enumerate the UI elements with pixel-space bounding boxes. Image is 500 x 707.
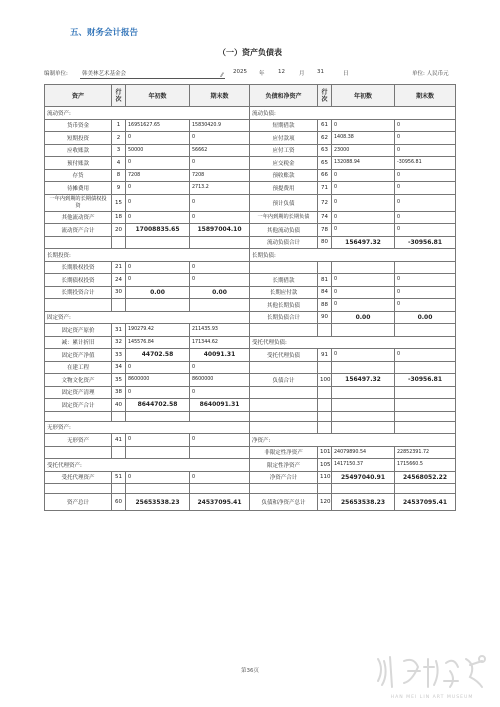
asset-end-value: 0 <box>190 434 250 447</box>
asset-line-no: 32 <box>112 336 126 349</box>
asset-name: 一年内到期的长期债权投资 <box>45 194 112 211</box>
table-row <box>45 261 456 274</box>
asset-begin-value: 0 <box>126 361 190 374</box>
asset-end-value <box>190 236 250 249</box>
table-row <box>45 286 456 299</box>
unit-name: 韩美林艺术基金会 <box>82 71 127 77</box>
liability-line-no: 71 <box>318 182 332 195</box>
liability-line-no: 72 <box>318 194 332 211</box>
table-row <box>45 399 456 412</box>
asset-end-value: 2713.2 <box>190 182 250 195</box>
asset-end-value: 0.00 <box>190 286 250 299</box>
liability-end-value: 24568052.22 <box>395 471 456 484</box>
asset-end-value: 211435.93 <box>190 324 250 337</box>
asset-begin-value <box>126 236 190 249</box>
table-row <box>45 349 456 362</box>
liability-name <box>250 261 318 274</box>
asset-begin-value <box>126 484 190 494</box>
liability-line-no: 66 <box>318 169 332 182</box>
asset-name: 待摊费用 <box>45 182 112 195</box>
asset-line-no: 8 <box>112 169 126 182</box>
liability-name: 其他流动负债 <box>250 224 318 237</box>
asset-name: 固定资产合计 <box>45 399 112 412</box>
asset-line-no <box>112 411 126 421</box>
liability-end-value: 1715660.5 <box>395 459 456 472</box>
asset-line-no: 33 <box>112 349 126 362</box>
table-row <box>45 194 456 211</box>
table-row <box>45 107 456 120</box>
liability-line-no: 84 <box>318 286 332 299</box>
asset-begin-value: 0 <box>126 434 190 447</box>
liability-line-no <box>318 421 332 434</box>
section-title: 五、财务会计报告 <box>70 28 139 38</box>
liability-name: 长期借款 <box>250 274 318 287</box>
liability-end-value <box>395 361 456 374</box>
table-row <box>45 144 456 157</box>
liability-begin-value <box>332 386 395 399</box>
asset-name <box>45 411 112 421</box>
asset-line-no: 18 <box>112 211 126 224</box>
header-line-left: 行次 <box>112 85 126 107</box>
table-row <box>45 211 456 224</box>
liability-begin-value: 25497040.91 <box>332 471 395 484</box>
liability-begin-value: 24079890.54 <box>332 446 395 459</box>
asset-begin-value: 8600000 <box>126 374 190 387</box>
asset-line-no: 2 <box>112 132 126 145</box>
liability-line-no: 91 <box>318 349 332 362</box>
liability-begin-value: 0 <box>332 194 395 211</box>
liability-end-value: 0 <box>395 224 456 237</box>
table-row <box>45 374 456 387</box>
liability-line-no <box>318 386 332 399</box>
asset-line-no: 21 <box>112 261 126 274</box>
asset-begin-value: 0 <box>126 132 190 145</box>
liability-begin-value: 0 <box>332 224 395 237</box>
liability-line-no: 61 <box>318 119 332 132</box>
asset-begin-value: 16951627.65 <box>126 119 190 132</box>
liability-begin-value: 156497.32 <box>332 374 395 387</box>
svg-text:HAN MEI LIN ART MUSEUM: HAN MEI LIN ART MUSEUM <box>390 695 474 700</box>
month-unit: 月 <box>299 71 305 77</box>
table-row <box>45 446 456 459</box>
liability-name: 负债合计 <box>250 374 318 387</box>
asset-line-no: 40 <box>112 399 126 412</box>
table-row <box>45 421 456 434</box>
balance-sheet-table <box>44 84 456 511</box>
liability-name: 限定性净资产 <box>250 459 318 472</box>
liability-end-value: -30956.81 <box>395 157 456 170</box>
liability-name <box>250 411 318 421</box>
asset-begin-value: 44702.58 <box>126 349 190 362</box>
liability-name: 预收账款 <box>250 169 318 182</box>
liability-begin-value: 1408.38 <box>332 132 395 145</box>
asset-begin-value: 0 <box>126 211 190 224</box>
liability-name: 受托代理负债 <box>250 349 318 362</box>
liability-line-no: 101 <box>318 446 332 459</box>
asset-end-value: 7208 <box>190 169 250 182</box>
asset-line-no: 20 <box>112 224 126 237</box>
liability-name: 负债和净资产总计 <box>250 494 318 511</box>
asset-end-value: 171344.62 <box>190 336 250 349</box>
liability-end-value <box>395 324 456 337</box>
asset-name: 长期债权投资 <box>45 274 112 287</box>
asset-begin-value: 0 <box>126 157 190 170</box>
asset-end-value: 0 <box>190 471 250 484</box>
asset-name <box>45 484 112 494</box>
asset-end-value: 8600000 <box>190 374 250 387</box>
liability-name: 其他长期负债 <box>250 299 318 312</box>
header-asset: 资产 <box>45 85 112 107</box>
liability-line-no: 74 <box>318 211 332 224</box>
liability-name: 应交税金 <box>250 157 318 170</box>
asset-line-no <box>112 484 126 494</box>
report-month: 12 <box>278 69 285 75</box>
liability-end-value <box>395 411 456 421</box>
asset-line-no: 34 <box>112 361 126 374</box>
liability-line-no <box>318 261 332 274</box>
liability-end-value: 0 <box>395 119 456 132</box>
asset-begin-value <box>126 411 190 421</box>
liability-begin-value <box>332 421 395 434</box>
table-row <box>45 434 456 447</box>
table-row <box>45 336 456 349</box>
asset-end-value: 0 <box>190 261 250 274</box>
report-year: 2025 <box>233 69 247 75</box>
liability-name: 一年内到期的长期负债 <box>250 211 318 224</box>
header-end-right: 期末数 <box>395 85 456 107</box>
asset-end-value: 0 <box>190 194 250 211</box>
liability-begin-value: 156497.32 <box>332 236 395 249</box>
liability-line-no: 88 <box>318 299 332 312</box>
asset-line-no: 30 <box>112 286 126 299</box>
liability-begin-value: 0 <box>332 286 395 299</box>
liability-end-value: -30956.81 <box>395 374 456 387</box>
liability-end-value: -30956.81 <box>395 236 456 249</box>
asset-begin-value: 145576.84 <box>126 336 190 349</box>
asset-section-label: 流动资产: <box>45 107 250 120</box>
asset-begin-value: 8644702.58 <box>126 399 190 412</box>
liability-end-value: 0 <box>395 274 456 287</box>
asset-line-no: 1 <box>112 119 126 132</box>
liability-end-value: 0 <box>395 286 456 299</box>
asset-begin-value: 0 <box>126 274 190 287</box>
liability-section-label: 长期负债: <box>250 249 456 262</box>
liability-line-no: 100 <box>318 374 332 387</box>
liability-begin-value: 0 <box>332 211 395 224</box>
liability-end-value: 0 <box>395 194 456 211</box>
liability-line-no: 65 <box>318 157 332 170</box>
asset-end-value: 0 <box>190 361 250 374</box>
liability-begin-value: 0 <box>332 299 395 312</box>
liability-name: 净资产合计 <box>250 471 318 484</box>
table-row <box>45 471 456 484</box>
liability-end-value <box>395 421 456 434</box>
asset-end-value: 15830420.9 <box>190 119 250 132</box>
asset-name: 预付账款 <box>45 157 112 170</box>
liability-begin-value: 23000 <box>332 144 395 157</box>
liability-begin-value: 0 <box>332 349 395 362</box>
asset-line-no <box>112 236 126 249</box>
asset-line-no <box>112 299 126 312</box>
table-row <box>45 411 456 421</box>
liability-end-value: 0 <box>395 132 456 145</box>
asset-section-label: 受托代理资产: <box>45 459 250 472</box>
liability-end-value: 24537095.41 <box>395 494 456 511</box>
table-row <box>45 157 456 170</box>
liability-begin-value <box>332 324 395 337</box>
table-row <box>45 132 456 145</box>
header-begin-right: 年初数 <box>332 85 395 107</box>
table-row <box>45 182 456 195</box>
liability-line-no <box>318 399 332 412</box>
liability-name: 非限定性净资产 <box>250 446 318 459</box>
asset-end-value: 0 <box>190 132 250 145</box>
liability-begin-value: 0 <box>332 119 395 132</box>
asset-end-value <box>190 446 250 459</box>
liability-section-label: 受托代理负债: <box>250 336 456 349</box>
liability-line-no: 63 <box>318 144 332 157</box>
header-liabilities: 负债和净资产 <box>250 85 318 107</box>
currency-unit: 单位: 人民币元 <box>412 71 449 77</box>
liability-name <box>250 484 318 494</box>
asset-begin-value: 50000 <box>126 144 190 157</box>
asset-begin-value: 0 <box>126 261 190 274</box>
slash-mark: ⁄⁄ <box>221 72 224 79</box>
asset-name: 流动资产合计 <box>45 224 112 237</box>
liability-name: 长期负债合计 <box>250 311 318 324</box>
asset-name: 货币资金 <box>45 119 112 132</box>
liability-name <box>250 324 318 337</box>
liability-line-no: 110 <box>318 471 332 484</box>
liability-line-no <box>318 324 332 337</box>
liability-section-label: 流动负债: <box>250 107 456 120</box>
asset-name: 固定资产净值 <box>45 349 112 362</box>
asset-begin-value: 0.00 <box>126 286 190 299</box>
asset-name: 其他流动资产 <box>45 211 112 224</box>
header-end-left: 期末数 <box>190 85 250 107</box>
liability-begin-value: 0 <box>332 274 395 287</box>
liability-end-value <box>395 261 456 274</box>
day-unit: 日 <box>343 71 349 77</box>
table-row <box>45 169 456 182</box>
asset-end-value: 0 <box>190 274 250 287</box>
asset-section-label: 无形资产: <box>45 421 250 434</box>
asset-line-no: 60 <box>112 494 126 511</box>
table-row <box>45 361 456 374</box>
liability-end-value: 0 <box>395 211 456 224</box>
asset-line-no: 31 <box>112 324 126 337</box>
year-unit: 年 <box>259 71 265 77</box>
header-begin-left: 年初数 <box>126 85 190 107</box>
liability-begin-value <box>332 411 395 421</box>
asset-name <box>45 236 112 249</box>
unit-underline <box>80 78 225 79</box>
page-number: 第36页 <box>241 668 259 674</box>
liability-begin-value <box>332 399 395 412</box>
asset-begin-value: 0 <box>126 386 190 399</box>
asset-line-no <box>112 446 126 459</box>
table-row <box>45 299 456 312</box>
asset-begin-value: 0 <box>126 182 190 195</box>
liability-begin-value: 25653538.23 <box>332 494 395 511</box>
liability-begin-value: 0.00 <box>332 311 395 324</box>
asset-end-value <box>190 484 250 494</box>
liability-line-no: 80 <box>318 236 332 249</box>
liability-line-no <box>318 361 332 374</box>
asset-line-no: 38 <box>112 386 126 399</box>
liability-line-no <box>318 411 332 421</box>
liability-name: 长期应付款 <box>250 286 318 299</box>
liability-line-no <box>318 484 332 494</box>
asset-line-no: 24 <box>112 274 126 287</box>
table-row <box>45 274 456 287</box>
asset-begin-value: 7208 <box>126 169 190 182</box>
liability-end-value: 0 <box>395 349 456 362</box>
liability-end-value: 0 <box>395 299 456 312</box>
asset-line-no: 4 <box>112 157 126 170</box>
liability-name: 应付工资 <box>250 144 318 157</box>
liability-end-value <box>395 399 456 412</box>
table-row <box>45 224 456 237</box>
asset-line-no: 51 <box>112 471 126 484</box>
asset-end-value: 24537095.41 <box>190 494 250 511</box>
asset-name <box>45 446 112 459</box>
report-day: 31 <box>317 69 324 75</box>
asset-name: 文物文化资产 <box>45 374 112 387</box>
asset-name: 固定资产清理 <box>45 386 112 399</box>
asset-line-no: 41 <box>112 434 126 447</box>
asset-name: 减：累计折旧 <box>45 336 112 349</box>
liability-line-no: 81 <box>318 274 332 287</box>
asset-begin-value: 17008835.65 <box>126 224 190 237</box>
liability-end-value <box>395 484 456 494</box>
asset-name: 受托代理资产 <box>45 471 112 484</box>
museum-watermark-logo <box>370 651 495 701</box>
asset-end-value: 15897004.10 <box>190 224 250 237</box>
liability-name: 短期借款 <box>250 119 318 132</box>
asset-section-label: 长期投资: <box>45 249 250 262</box>
asset-name: 无形资产 <box>45 434 112 447</box>
liability-name: 应付款项 <box>250 132 318 145</box>
liability-begin-value: 1417150.37 <box>332 459 395 472</box>
asset-begin-value: 0 <box>126 471 190 484</box>
table-row <box>45 119 456 132</box>
liability-line-no: 105 <box>318 459 332 472</box>
liability-name <box>250 386 318 399</box>
asset-name: 应收账款 <box>45 144 112 157</box>
table-row <box>45 386 456 399</box>
asset-end-value: 40091.31 <box>190 349 250 362</box>
table-row <box>45 459 456 472</box>
asset-begin-value: 190279.42 <box>126 324 190 337</box>
liability-name <box>250 421 318 434</box>
asset-begin-value: 25653538.23 <box>126 494 190 511</box>
liability-end-value: 0 <box>395 144 456 157</box>
liability-begin-value <box>332 484 395 494</box>
liability-end-value: 0 <box>395 169 456 182</box>
liability-begin-value: 132088.94 <box>332 157 395 170</box>
asset-name: 长期股权投资 <box>45 261 112 274</box>
asset-line-no: 3 <box>112 144 126 157</box>
liability-end-value: 0 <box>395 182 456 195</box>
table-row <box>45 311 456 324</box>
liability-begin-value: 0 <box>332 182 395 195</box>
table-row <box>45 236 456 249</box>
asset-end-value: 0 <box>190 386 250 399</box>
table-row <box>45 484 456 494</box>
asset-end-value: 8640091.31 <box>190 399 250 412</box>
table-row <box>45 324 456 337</box>
asset-name: 存货 <box>45 169 112 182</box>
unit-label: 编制单位: <box>44 71 68 77</box>
liability-name <box>250 399 318 412</box>
asset-end-value <box>190 411 250 421</box>
liability-end-value: 22852391.72 <box>395 446 456 459</box>
liability-name <box>250 361 318 374</box>
asset-end-value <box>190 299 250 312</box>
liability-line-no: 90 <box>318 311 332 324</box>
asset-line-no: 9 <box>112 182 126 195</box>
asset-begin-value: 0 <box>126 194 190 211</box>
table-header-row <box>45 85 456 107</box>
liability-name: 预提费用 <box>250 182 318 195</box>
asset-line-no: 35 <box>112 374 126 387</box>
liability-line-no: 78 <box>318 224 332 237</box>
asset-line-no: 15 <box>112 194 126 211</box>
liability-begin-value: 0 <box>332 169 395 182</box>
asset-name: 资产总计 <box>45 494 112 511</box>
asset-begin-value <box>126 446 190 459</box>
asset-name: 短期投资 <box>45 132 112 145</box>
table-row <box>45 249 456 262</box>
asset-name: 在建工程 <box>45 361 112 374</box>
liability-line-no: 62 <box>318 132 332 145</box>
asset-name: 固定资产原价 <box>45 324 112 337</box>
asset-name <box>45 299 112 312</box>
liability-name: 流动负债合计 <box>250 236 318 249</box>
liability-end-value <box>395 386 456 399</box>
liability-begin-value <box>332 361 395 374</box>
asset-end-value: 0 <box>190 157 250 170</box>
liability-name: 预计负债 <box>250 194 318 211</box>
liability-section-label: 净资产: <box>250 434 456 447</box>
document-title: （一）资产负债表 <box>218 48 282 57</box>
asset-section-label: 固定资产: <box>45 311 250 324</box>
liability-begin-value <box>332 261 395 274</box>
header-line-right: 行次 <box>318 85 332 107</box>
table-row <box>45 494 456 511</box>
liability-line-no: 120 <box>318 494 332 511</box>
asset-end-value: 0 <box>190 211 250 224</box>
asset-end-value: 56662 <box>190 144 250 157</box>
asset-name: 长期投资合计 <box>45 286 112 299</box>
asset-begin-value <box>126 299 190 312</box>
liability-end-value: 0.00 <box>395 311 456 324</box>
